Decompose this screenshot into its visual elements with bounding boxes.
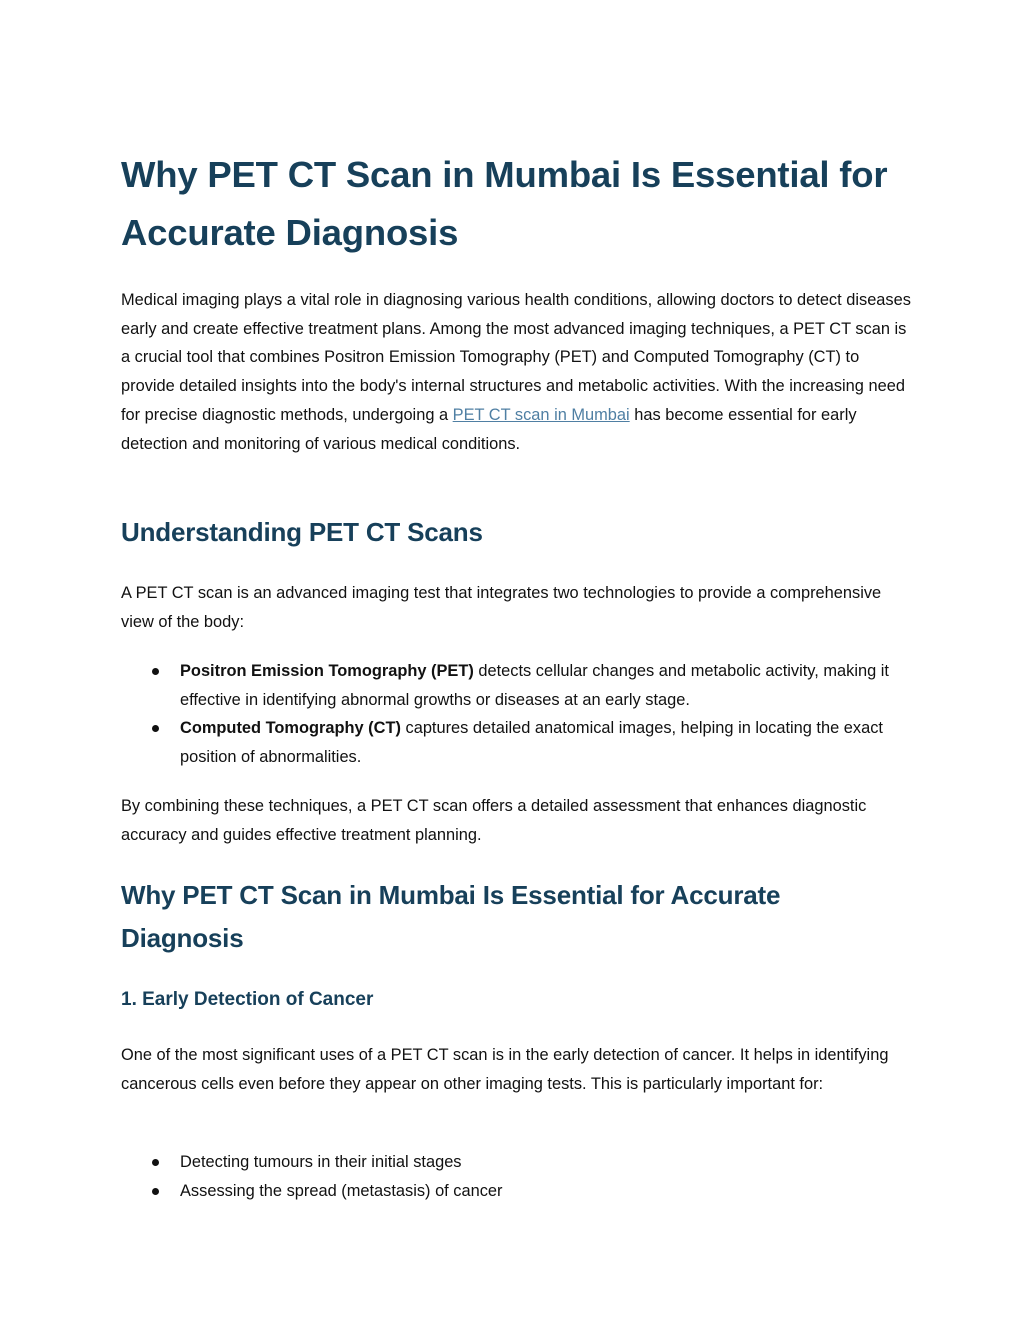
list-item-bold: Positron Emission Tomography (PET) [180, 662, 474, 680]
page-title: Why PET CT Scan in Mumbai Is Essential for Accurate Diagnosis [121, 154, 888, 253]
section-heading-why: Why PET CT Scan in Mumbai Is Essential for Accurate Diagnosis [121, 880, 781, 953]
subsection-heading-early-detection: 1. Early Detection of Cancer [121, 989, 374, 1010]
list-item [121, 1177, 911, 1206]
list-item [121, 714, 911, 771]
cancer-detection-list [121, 1148, 911, 1205]
intro-paragraph [121, 286, 911, 458]
bullet-icon [152, 725, 159, 732]
intro-text-after-link: has become essential for early detection and monitoring of various medical conditions. [121, 405, 857, 453]
understanding-closing-paragraph: By combining these techniques, a PET CT scan offers a detailed assessment that enhances diagnostic accuracy and guides effective treatment planning. [121, 797, 867, 844]
bullet-icon [152, 1159, 159, 1166]
intro-text-before-link: Medical imaging plays a vital role in diagnosing various health conditions, allowing doctors to detect diseases early and create effective treatment plans. Among the most advanced imaging techniques, a PET CT scan is a crucial tool that combines Positron Emission Tomography (PET) and Computed Tomography (CT) to provide detailed insights into the body's internal structures and metabolic activities. With the increasing need for precise diagnostic methods, undergoing a [121, 291, 911, 424]
section-heading-understanding: Understanding PET CT Scans [121, 517, 483, 547]
bullet-icon [152, 668, 159, 675]
list-item-text: detects cellular changes and metabolic activity, making it effective in identifying abnormal growths or diseases at an early stage. [180, 662, 889, 709]
technology-list [121, 657, 911, 772]
list-item-text: Assessing the spread (metastasis) of cancer [180, 1181, 503, 1200]
list-item-text: captures detailed anatomical images, helping in locating the exact position of abnormalities. [180, 719, 883, 767]
list-item-bold: Computed Tomography (CT) [180, 719, 401, 738]
list-item-text: Detecting tumours in their initial stages [180, 1153, 462, 1171]
bullet-icon [152, 1188, 159, 1195]
understanding-paragraph: A PET CT scan is an advanced imaging test that integrates two technologies to provide a comprehensive view of the body: [121, 584, 882, 631]
list-item [121, 1148, 911, 1177]
list-item [121, 657, 911, 714]
early-detection-paragraph: One of the most significant uses of a PET CT scan is in the early detection of cancer. It helps in identifying cancerous cells even before they appear on other imaging tests. This is particularly important for: [121, 1046, 889, 1093]
pet-ct-scan-link[interactable]: PET CT scan in Mumbai [452, 405, 630, 424]
